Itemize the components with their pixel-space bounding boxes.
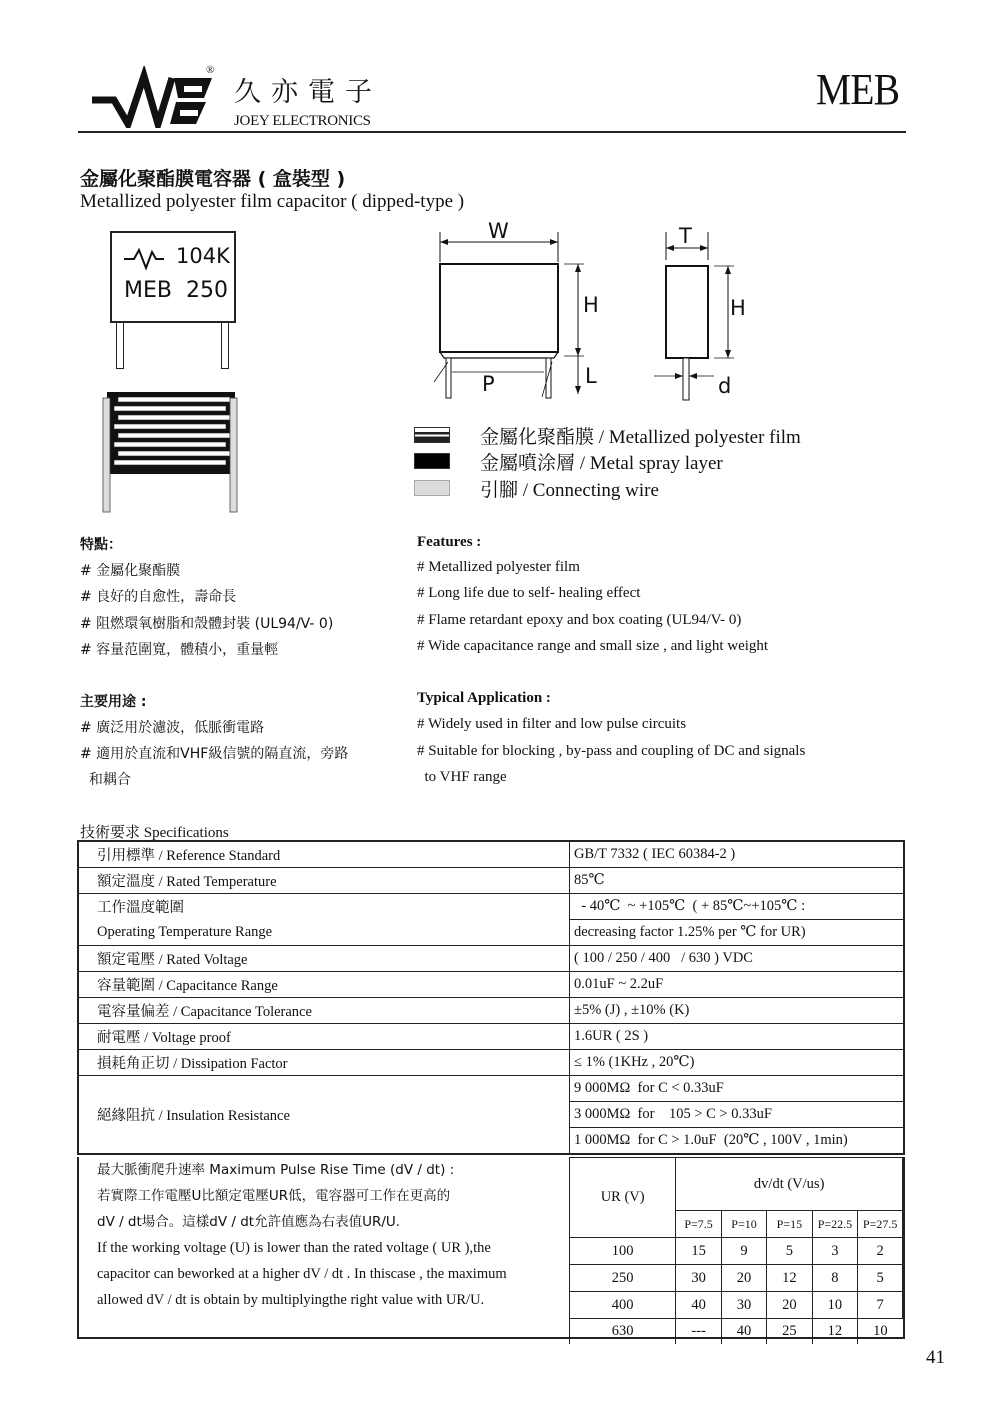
title-en: Metallized polyester film capacitor ( dipped-type ) <box>80 191 465 212</box>
table-row: Operating Temperature Range decreasing factor 1.25% per ℃ for UR) <box>78 920 904 946</box>
feature-en-2: # Long life due to self- healing effect <box>417 585 641 601</box>
table-row: 耐電壓 / Voltage proof 1.6UR ( 2S ) <box>78 1024 904 1050</box>
pulse-line-6: allowed dV / dt is obtain by multiplyingthe right value with UR/U. <box>97 1292 485 1308</box>
table-row: 電容量偏差 / Capacitance Tolerance ±5% (J) , ±10% (K) <box>78 998 904 1024</box>
table-row <box>570 1158 903 1211</box>
feature-en-1: # Metallized polyester film <box>417 559 580 575</box>
feature-cn-3: # 阻燃環氧樹脂和殼體封裝 (UL94/V- 0) <box>80 616 334 632</box>
capacitor-lead-left <box>116 322 124 369</box>
table-row: 引用標準 / Reference Standard GB/T 7332 ( IEC 60384-2 ) <box>78 841 904 868</box>
feature-cn-4: # 容量范圍寬，體積小，重量輕 <box>80 642 279 658</box>
pulse-line-2: 若實際工作電壓U比額定電壓UR低，電容器可工作在更高的 <box>97 1188 451 1204</box>
title-cn: 金屬化聚酯膜電容器 ( 盒裝型 ) <box>80 168 346 190</box>
dvdt-table <box>569 1157 903 1344</box>
application-cn-1: # 廣泛用於濾波，低脈衝電路 <box>80 720 265 736</box>
pulse-line-1: 最大脈衝爬升速率 Maximum Pulse Rise Time (dV / dt) : <box>97 1162 455 1178</box>
application-heading-cn: 主要用途 : <box>80 694 147 710</box>
table-row: 100 15 9 5 3 2 <box>570 1238 903 1265</box>
pulse-rise-section <box>77 1157 905 1339</box>
pulse-line-5: capacitor can beworked at a higher dV / dt . In thiscase , the maximum <box>97 1266 507 1282</box>
application-en-1: # Widely used in filter and low pulse circuits <box>417 716 687 732</box>
table-row: 3 000MΩ for 105 > C > 0.33uF <box>78 1102 904 1128</box>
pulse-line-3: dV / dt場合。這樣dV / dt允許值應為右表值UR/U. <box>97 1214 401 1230</box>
ur-header: UR (V) <box>570 1158 676 1238</box>
application-cn-3: 和耦合 <box>80 772 131 788</box>
pulse-line-4: If the working voltage (U) is lower than the rated voltage ( UR ),the <box>97 1240 491 1256</box>
specifications-title: 技術要求 Specifications <box>80 825 229 841</box>
table-row: 額定溫度 / Rated Temperature 85℃ <box>78 868 904 894</box>
marking-line-2: MEB 250 <box>124 278 228 303</box>
pulse-description <box>97 1157 567 1313</box>
header-divider <box>78 131 906 133</box>
legend-item-spray: 金屬噴涂層 / Metal spray layer <box>414 453 450 469</box>
table-row: 工作溫度範圍 - 40℃ ~ +105℃ ( + 85℃~+105℃ : <box>78 894 904 920</box>
table-row: 絕緣阻抗 / Insulation Resistance 9 000MΩ for C < 0.33uF <box>78 1076 904 1102</box>
legend-item-film: 金屬化聚酯膜 / Metallized polyester film <box>414 427 450 443</box>
marking-line-1: 104K <box>176 244 230 268</box>
capacitor-cross-section <box>100 388 240 514</box>
dim-label-w: W <box>488 219 509 243</box>
capacitor-lead-right <box>221 322 229 369</box>
company-logo <box>92 66 222 128</box>
application-en-3: to VHF range <box>417 769 507 785</box>
model-number: MEB <box>816 65 900 114</box>
features-heading-en: Features : <box>417 534 482 550</box>
dimension-drawing-front <box>424 222 604 407</box>
wire-swatch-icon <box>414 480 450 496</box>
table-row: 400 40 30 20 10 7 <box>570 1292 903 1319</box>
dim-label-p: P <box>482 372 495 396</box>
brand-name-cn: 久亦電子 <box>234 77 382 108</box>
dim-label-t: T <box>679 224 692 248</box>
table-row: 容量範圍 / Capacitance Range 0.01uF ~ 2.2uF <box>78 972 904 998</box>
dim-label-d: d <box>718 374 732 398</box>
table-row: 1 000MΩ for C > 1.0uF (20℃ , 100V , 1min) <box>78 1128 904 1155</box>
application-cn-2: # 適用於直流和VHF級信號的隔直流，旁路 <box>80 746 349 762</box>
table-row: P=7.5 P=10 P=15 P=22.5 P=27.5 <box>570 1211 903 1238</box>
dvdt-header: dv/dt (V/us) <box>676 1158 903 1211</box>
page-number: 41 <box>926 1347 945 1368</box>
table-row: 630 --- 40 25 12 10 <box>570 1319 903 1345</box>
feature-cn-2: # 良好的自愈性，壽命長 <box>80 589 237 605</box>
dim-label-h2: H <box>730 296 746 320</box>
feature-en-3: # Flame retardant epoxy and box coating (UL94/V- 0) <box>417 612 742 628</box>
registered-mark: ® <box>206 64 215 76</box>
feature-cn-1: # 金屬化聚酯膜 <box>80 563 181 579</box>
application-en-2: # Suitable for blocking , by-pass and coupling of DC and signals <box>417 743 806 759</box>
table-row: 250 30 20 12 8 5 <box>570 1265 903 1292</box>
application-heading-en: Typical Application : <box>417 690 551 706</box>
dim-label-l: L <box>585 364 597 388</box>
film-swatch-icon <box>414 427 450 443</box>
table-row: 損耗角正切 / Dissipation Factor ≤ 1% (1KHz , 20℃) <box>78 1050 904 1076</box>
dim-label-h: H <box>583 293 599 317</box>
features-heading-cn: 特點： <box>80 537 122 553</box>
specifications-table <box>77 840 905 1155</box>
feature-en-4: # Wide capacitance range and small size , and light weight <box>417 638 769 654</box>
spray-swatch-icon <box>414 453 450 469</box>
brand-name-en: JOEY ELECTRONICS <box>234 113 371 129</box>
legend-item-wire: 引腳 / Connecting wire <box>414 480 450 496</box>
capacitor-symbol-icon <box>124 246 164 272</box>
table-row: 額定電壓 / Rated Voltage ( 100 / 250 / 400 / 630 ) VDC <box>78 946 904 972</box>
